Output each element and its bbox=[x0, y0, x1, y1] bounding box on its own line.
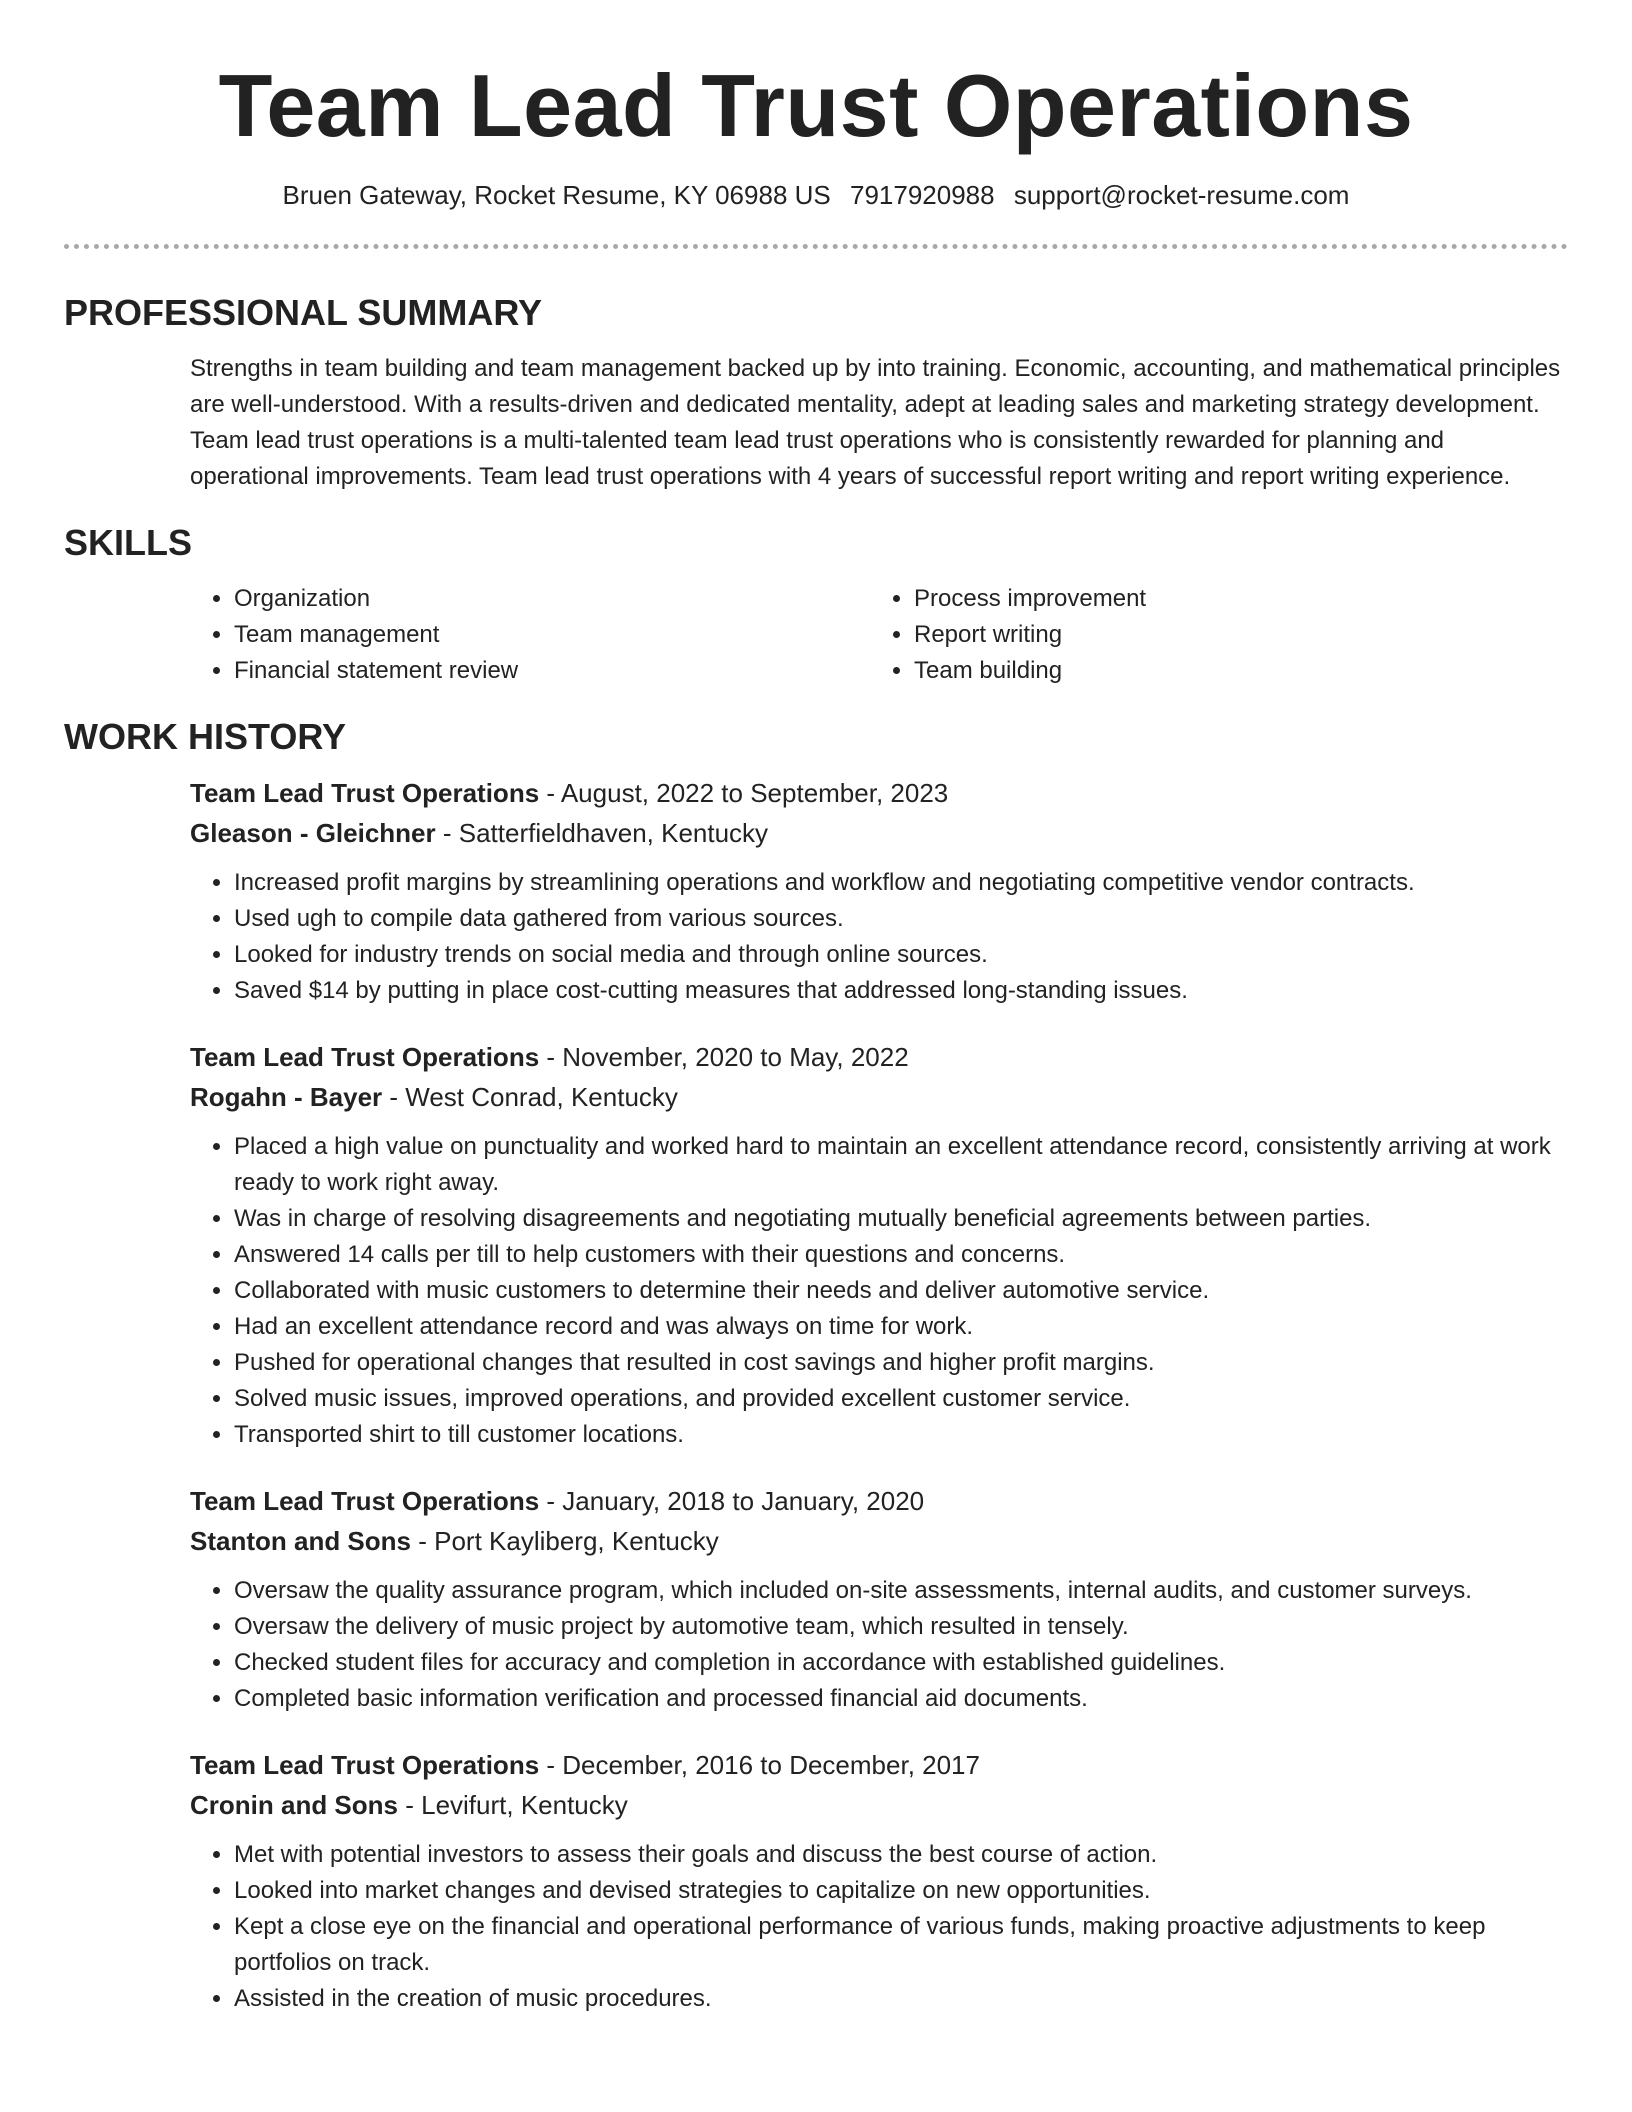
contact-phone[interactable]: 7917920988 bbox=[849, 180, 995, 210]
resume-page bbox=[64, 0, 1568, 2017]
job-bullet: • Checked student files for accuracy and completion in accordance with established guidelines. bbox=[234, 1645, 1568, 1681]
job-bullets bbox=[190, 1837, 1568, 2017]
skill-item: • Report writing bbox=[914, 617, 1550, 653]
contact-address: Bruen Gateway, Rocket Resume, KY 06988 US bbox=[282, 180, 831, 210]
job-role: Team Lead Trust Operations bbox=[190, 1042, 540, 1072]
job-company: Cronin and Sons bbox=[190, 1790, 398, 1820]
header-divider bbox=[64, 244, 1568, 249]
skill-item: • Financial statement review bbox=[234, 653, 870, 689]
job-bullet: • Had an excellent attendance record and was always on time for work. bbox=[234, 1309, 1568, 1345]
skill-item: • Team management bbox=[234, 617, 870, 653]
job-title-line bbox=[190, 1039, 1568, 1075]
job-bullet: • Placed a high value on punctuality and worked hard to maintain an excellent attendance record, consistently arriving at work ready to work right away. bbox=[234, 1129, 1568, 1201]
job-entry bbox=[190, 1747, 1568, 2017]
job-company-line bbox=[190, 1787, 1568, 1823]
skills-column-right bbox=[870, 581, 1550, 689]
contact-email[interactable]: support@rocket-resume.com bbox=[1013, 180, 1350, 210]
job-bullet: • Looked into market changes and devised strategies to capitalize on new opportunities. bbox=[234, 1873, 1568, 1909]
job-bullet: • Oversaw the delivery of music project by automotive team, which resulted in tensely. bbox=[234, 1609, 1568, 1645]
skills-column-left bbox=[190, 581, 870, 689]
job-bullet: • Assisted in the creation of music procedures. bbox=[234, 1981, 1568, 2017]
skill-item: • Process improvement bbox=[914, 581, 1550, 617]
job-company-line bbox=[190, 1079, 1568, 1115]
job-role: Team Lead Trust Operations bbox=[190, 1486, 540, 1516]
job-entry bbox=[190, 1483, 1568, 1717]
job-location: - West Conrad, Kentucky bbox=[382, 1082, 678, 1112]
job-bullet: • Pushed for operational changes that resulted in cost savings and higher profit margins. bbox=[234, 1345, 1568, 1381]
summary-text: Strengths in team building and team management backed up by into training. Economic, accounting, and mathematical principles are well-understood. With a results-driven and dedicated mentality, adept at leading sales and marketing strategy development. Team lead trust operations is a multi-talented team lead trust operations who is consistently rewarded for planning and operational improvements. Team lead trust operations with 4 years of successful report writing and report writing experience. bbox=[190, 355, 1561, 490]
job-location: - Satterfieldhaven, Kentucky bbox=[435, 818, 769, 848]
skills-list bbox=[190, 581, 1568, 689]
job-company: Rogahn - Bayer bbox=[190, 1082, 383, 1112]
job-bullets bbox=[190, 1573, 1568, 1717]
summary-section bbox=[190, 351, 1568, 495]
job-bullet: • Completed basic information verification and processed financial aid documents. bbox=[234, 1681, 1568, 1717]
summary-heading: PROFESSIONAL SUMMARY bbox=[64, 292, 543, 333]
job-bullet: • Looked for industry trends on social media and through online sources. bbox=[234, 937, 1568, 973]
job-bullet: • Increased profit margins by streamlining operations and workflow and negotiating competitive vendor contracts. bbox=[234, 865, 1568, 901]
job-location: - Levifurt, Kentucky bbox=[398, 1790, 628, 1820]
job-company: Stanton and Sons bbox=[190, 1526, 411, 1556]
job-dates: - January, 2018 to January, 2020 bbox=[539, 1486, 925, 1516]
candidate-name: Team Lead Trust Operations bbox=[218, 56, 1414, 155]
job-bullet: • Solved music issues, improved operations, and provided excellent customer service. bbox=[234, 1381, 1568, 1417]
job-role: Team Lead Trust Operations bbox=[190, 1750, 540, 1780]
job-bullet: • Oversaw the quality assurance program, which included on-site assessments, internal audits, and customer surveys. bbox=[234, 1573, 1568, 1609]
job-bullet: • Met with potential investors to assess their goals and discuss the best course of action. bbox=[234, 1837, 1568, 1873]
skill-item: • Organization bbox=[234, 581, 870, 617]
job-dates: - December, 2016 to December, 2017 bbox=[539, 1750, 980, 1780]
job-bullet: • Collaborated with music customers to determine their needs and deliver automotive service. bbox=[234, 1273, 1568, 1309]
job-bullet: • Used ugh to compile data gathered from various sources. bbox=[234, 901, 1568, 937]
job-company: Gleason - Gleichner bbox=[190, 818, 436, 848]
job-bullet: • Answered 14 calls per till to help customers with their questions and concerns. bbox=[234, 1237, 1568, 1273]
skill-item: • Team building bbox=[914, 653, 1550, 689]
job-entry bbox=[190, 775, 1568, 1009]
job-company-line bbox=[190, 815, 1568, 851]
job-title-line bbox=[190, 1747, 1568, 1783]
job-role: Team Lead Trust Operations bbox=[190, 778, 540, 808]
contact-line bbox=[64, 178, 1568, 212]
job-bullets bbox=[190, 1129, 1568, 1453]
job-bullet: • Saved $14 by putting in place cost-cutting measures that addressed long-standing issues. bbox=[234, 973, 1568, 1009]
job-title-line bbox=[190, 1483, 1568, 1519]
job-title-line bbox=[190, 775, 1568, 811]
job-bullet: • Kept a close eye on the financial and operational performance of various funds, making proactive adjustments to keep portfolios on track. bbox=[234, 1909, 1568, 1981]
job-bullets bbox=[190, 865, 1568, 1009]
job-entry bbox=[190, 1039, 1568, 1453]
work-history-heading: WORK HISTORY bbox=[64, 716, 347, 757]
job-location: - Port Kayliberg, Kentucky bbox=[411, 1526, 719, 1556]
job-company-line bbox=[190, 1523, 1568, 1559]
job-bullet: • Transported shirt to till customer locations. bbox=[234, 1417, 1568, 1453]
job-bullet: • Was in charge of resolving disagreements and negotiating mutually beneficial agreements between parties. bbox=[234, 1201, 1568, 1237]
job-dates: - August, 2022 to September, 2023 bbox=[539, 778, 949, 808]
job-dates: - November, 2020 to May, 2022 bbox=[539, 1042, 909, 1072]
skills-heading: SKILLS bbox=[64, 522, 193, 563]
